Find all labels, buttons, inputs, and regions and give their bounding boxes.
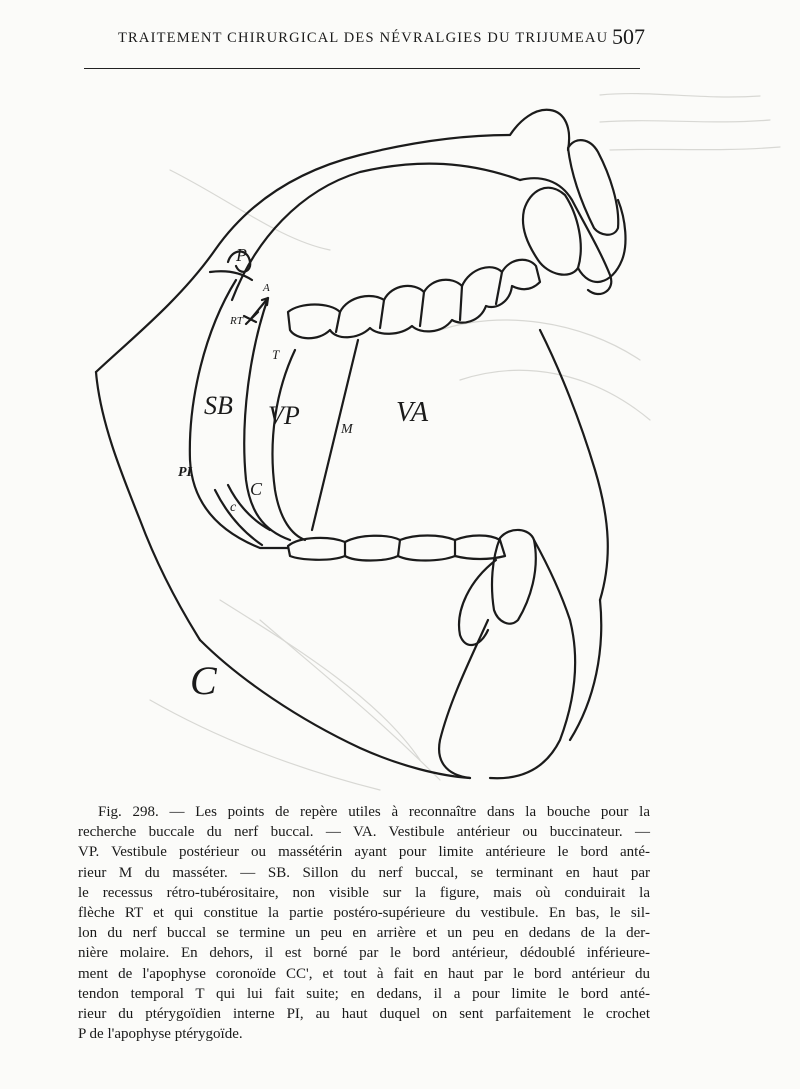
upper-inner-contour — [232, 164, 520, 300]
caption-line: rieur du ptérygoïdien interne PI, au haut duquel on sent parfaitement le crochet — [78, 1006, 650, 1023]
running-header — [0, 24, 800, 60]
label-pi: PI — [178, 465, 192, 480]
label-sb: SB — [204, 391, 233, 420]
caption-line: le recessus rétro-tubérositaire, non visible sur la figure, mais où conduirait la — [78, 884, 650, 901]
caption-line: tendon temporal T qui lui fait suite; en dedans, il a pour limite le bord anté- — [78, 985, 650, 1002]
label-vp: VP — [268, 401, 300, 430]
vestibule-inner-line — [272, 350, 305, 540]
caption-line: rieur M du masséter. — SB. Sillon du nerf buccal, se terminant en haut par — [78, 864, 650, 881]
lower-incisor — [492, 530, 536, 624]
lower-teeth — [288, 536, 505, 561]
caption-line: P de l'apophyse ptérygoïde. — [78, 1026, 243, 1043]
header-rule — [84, 68, 640, 69]
label-va: VA — [396, 397, 429, 428]
caption-line: nière molaire. En dehors, il est borné par le bord antérieur, dédoublé inférieure- — [78, 945, 650, 962]
caption-line: VP. Vestibule postérieur ou massétérin ayant pour limite antérieure le bord anté- — [78, 844, 650, 861]
label-rt: RT — [230, 315, 243, 327]
label-t: T — [272, 347, 280, 362]
outer-face-left — [96, 372, 200, 640]
page-number: 507 — [612, 24, 645, 49]
chin — [439, 620, 488, 778]
mouth-drawing — [0, 75, 800, 800]
caption-line: flèche RT et qui constitue la partie postéro-supérieure du vestibule. En bas, le sil- — [78, 905, 650, 922]
label-c-upper: C — [250, 479, 263, 499]
lower-jaw-contour — [200, 640, 470, 778]
outer-face-right — [540, 330, 608, 600]
caption-line: Fig. 298. — Les points de repère utiles à reconnaître dans la bouche pour la — [98, 804, 650, 820]
caption-line: recherche buccale du nerf buccal. — VA. Vestibule antérieur ou buccinateur. — — [78, 824, 650, 841]
label-c-big: C — [190, 658, 217, 703]
running-title: TRAITEMENT CHIRURGICAL DES NÉVRALGIES DU TRIJUMEAU — [118, 30, 609, 46]
label-m: M — [341, 422, 353, 437]
label-c-lower: c — [230, 500, 237, 515]
anatomical-figure — [0, 75, 800, 800]
figure-caption — [78, 802, 650, 1044]
caption-line: lon du nerf buccal se termine un peu en arrière et un peu en dedans de la der- — [78, 925, 650, 942]
lower-lip — [490, 540, 575, 778]
label-p: P — [236, 245, 247, 265]
caption-line: ment de l'apophyse coronoïde CC', et tout à fait en haut par le bord antérieur du — [78, 965, 650, 982]
label-a: A — [263, 282, 270, 294]
